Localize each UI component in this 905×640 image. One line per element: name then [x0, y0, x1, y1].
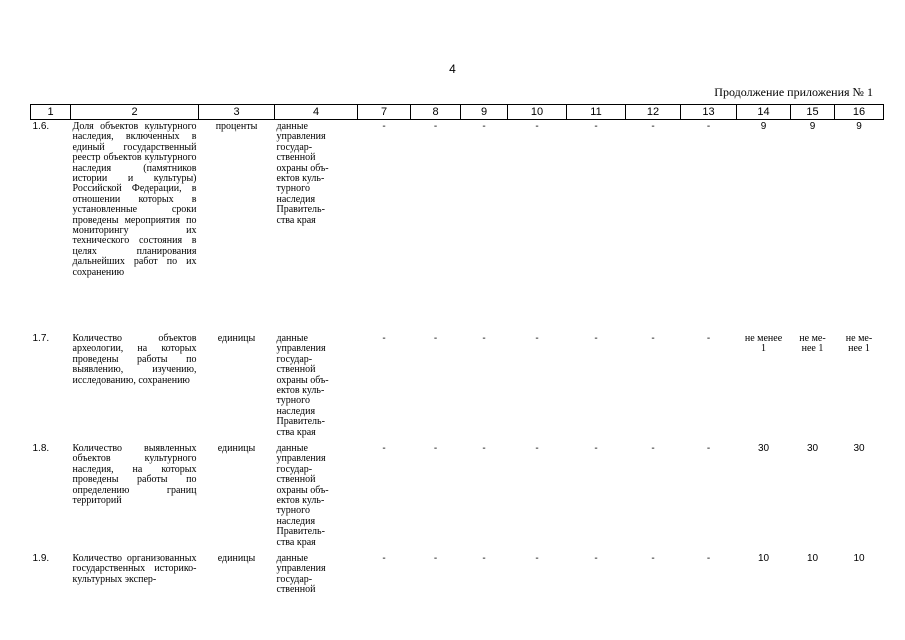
value-col-7: -: [382, 333, 386, 344]
value-col-8: -: [433, 121, 438, 132]
value-col-12: -: [651, 443, 655, 454]
row-number: 1.6.: [32, 121, 50, 132]
row-number: 1.7.: [32, 333, 50, 344]
value-col-15: 9: [809, 121, 816, 132]
col-header-14: 14: [737, 105, 791, 120]
col-header-11: 11: [567, 105, 626, 120]
table-row: [31, 442, 884, 552]
table-row: [31, 552, 884, 614]
value-col-15: 10: [806, 553, 819, 564]
value-col-14: 9: [760, 121, 767, 132]
value-col-16: не ме- нее 1: [845, 333, 873, 355]
table-row: [31, 332, 884, 442]
row-number: 1.8.: [32, 443, 50, 454]
data-source: данные управления государ- ственной охраны объ- ектов куль- турного наследия Правитель- ства края: [276, 443, 329, 548]
value-col-16: 10: [853, 553, 865, 564]
value-col-8: -: [433, 333, 438, 344]
indicators-table: [30, 104, 884, 614]
continuation-label: Продолжение приложения № 1: [714, 85, 873, 99]
col-header-13: 13: [681, 105, 737, 120]
value-col-10: -: [535, 443, 539, 454]
value-col-8: -: [433, 443, 438, 454]
col-header-8: 8: [411, 105, 461, 120]
value-col-13: -: [706, 121, 711, 132]
unit-of-measure: единицы: [217, 553, 256, 564]
value-col-14: не менее 1: [744, 333, 783, 355]
header-row: [31, 105, 884, 120]
col-header-1: 1: [31, 105, 71, 120]
value-col-7: -: [382, 443, 386, 454]
value-col-10: -: [535, 333, 539, 344]
unit-of-measure: проценты: [215, 121, 258, 132]
col-header-4: 4: [275, 105, 358, 120]
indicator-name: Количество объектов археологии, на которых проведены работы по выявлению, изучению, исследованию, сохранению: [72, 333, 197, 386]
value-col-12: -: [651, 121, 655, 132]
indicator-name: Количество выявленных объектов культурного наследия, на которых проведены работы по определению границ территорий: [72, 443, 197, 507]
value-col-8: -: [433, 553, 438, 564]
value-col-13: -: [706, 443, 711, 454]
value-col-11: -: [594, 553, 598, 564]
value-col-9: -: [482, 333, 486, 344]
data-source: данные управления государ- ственной: [276, 553, 326, 596]
data-source: данные управления государ- ственной охраны объ- ектов куль- турного наследия Правитель- ства края: [276, 121, 329, 226]
value-col-16: 30: [853, 443, 865, 454]
value-col-11: -: [594, 443, 598, 454]
col-header-15: 15: [791, 105, 835, 120]
page-number: 4: [449, 62, 456, 76]
col-header-10: 10: [508, 105, 567, 120]
value-col-14: 30: [757, 443, 770, 454]
value-col-9: -: [482, 443, 486, 454]
value-col-11: -: [594, 121, 598, 132]
row-number: 1.9.: [32, 553, 50, 564]
value-col-13: -: [706, 553, 711, 564]
data-source: данные управления государ- ственной охраны объ- ектов куль- турного наследия Правитель- ства края: [276, 333, 329, 438]
unit-of-measure: единицы: [217, 443, 256, 454]
value-col-10: -: [535, 121, 539, 132]
col-header-12: 12: [626, 105, 681, 120]
value-col-14: 10: [757, 553, 770, 564]
col-header-9: 9: [461, 105, 508, 120]
value-col-16: 9: [856, 121, 862, 132]
value-col-9: -: [482, 121, 486, 132]
value-col-13: -: [706, 333, 711, 344]
value-col-7: -: [382, 121, 386, 132]
value-col-10: -: [535, 553, 539, 564]
value-col-15: 30: [806, 443, 819, 454]
value-col-11: -: [594, 333, 598, 344]
value-col-12: -: [651, 553, 655, 564]
col-header-16: 16: [835, 105, 884, 120]
value-col-15: не ме- нее 1: [799, 333, 826, 355]
indicator-name: Доля объектов культурного наследия, включенных в единый государственный реестр объектов культурного наследия (памятников истории и культуры) Российской Федерации, в отношении которых в установленные сроки проведены мероприятия по мониторингу их технического состояния в целях планирования дальнейших работ по их сохранению: [72, 121, 197, 278]
table-row: [31, 120, 884, 333]
value-col-12: -: [651, 333, 655, 344]
col-header-3: 3: [199, 105, 275, 120]
unit-of-measure: единицы: [217, 333, 256, 344]
col-header-7: 7: [358, 105, 411, 120]
indicator-name: Количество организованных государственных историко-культурных экспер-: [72, 553, 197, 585]
col-header-2: 2: [71, 105, 199, 120]
value-col-7: -: [382, 553, 386, 564]
value-col-9: -: [482, 553, 486, 564]
